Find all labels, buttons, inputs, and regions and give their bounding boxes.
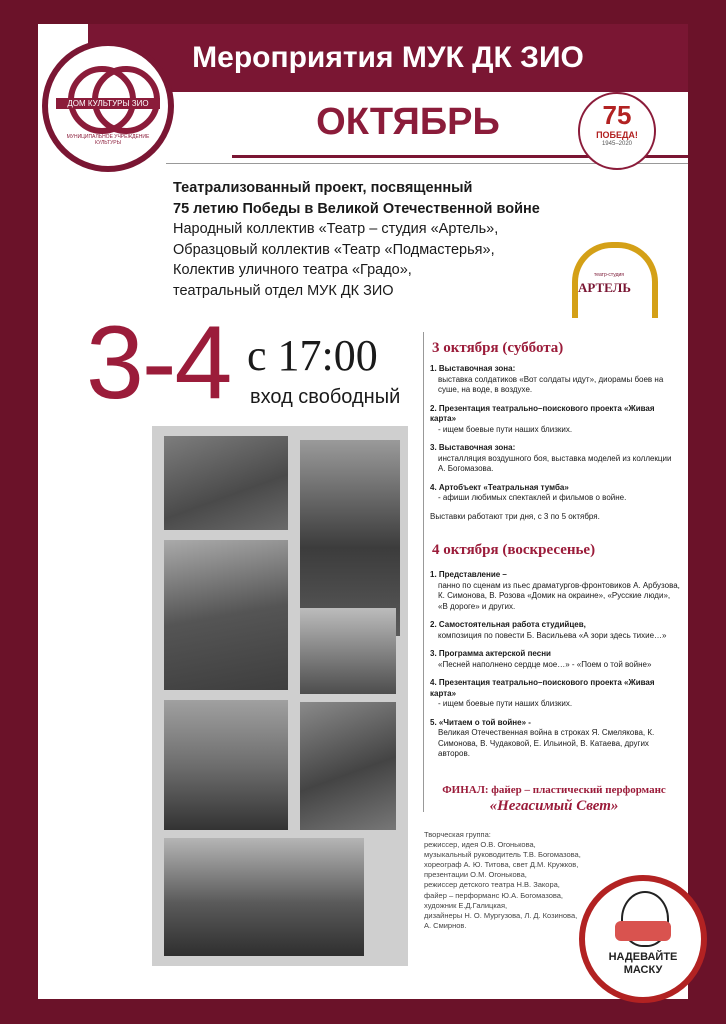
photo-actors-reading bbox=[164, 436, 288, 530]
mask-line: НАДЕВАЙТЕ bbox=[608, 951, 678, 963]
item-desc: композиция по повести Б. Васильева «А зори здесь тихие…» bbox=[438, 630, 667, 640]
mask-reminder-badge bbox=[579, 875, 707, 1003]
intro-line: Образцовый коллектив «Театр «Подмастерья», bbox=[173, 241, 495, 258]
item-heading: 2. Презентация театрально–поискового проекта «Живая карта» bbox=[430, 403, 655, 423]
dk-zio-logo bbox=[42, 40, 174, 172]
photo-soldiers-trunk bbox=[164, 540, 288, 690]
team-line: файер – перформанс Ю.А. Богомазова, bbox=[424, 890, 564, 900]
team-line: А. Смирнов. bbox=[424, 920, 467, 930]
schedule-item bbox=[430, 718, 680, 760]
item-desc: инсталляция воздушного боя, выставка моделей из коллекции А. Богомазова. bbox=[438, 453, 672, 473]
schedule-item bbox=[430, 443, 680, 475]
item-heading: 3. Программа актерской песни bbox=[430, 649, 551, 658]
logo-subtext: МУНИЦИПАЛЬНОЕ УЧРЕЖДЕНИЕ КУЛЬТУРЫ bbox=[66, 134, 150, 146]
item-desc: панно по сценам из пьес драматургов-фронтовиков А. Арбузова, К. Симонова, В. Розова «Домик на окраине», «Русские люди», «В дороге» и других. bbox=[438, 580, 680, 611]
day1-schedule bbox=[430, 364, 680, 522]
item-desc: «Песней наполнено сердце мое…» - «Поем о той войне» bbox=[438, 659, 652, 669]
emblem-label: ПОБЕДА! bbox=[596, 130, 638, 140]
team-line: художник Е.Д.Галицкая, bbox=[424, 900, 508, 910]
day1-title: 3 октября (суббота) bbox=[432, 340, 564, 356]
schedule-item bbox=[430, 404, 680, 436]
photo-soldier-girl bbox=[300, 608, 396, 694]
team-line: музыкальный руководитель Т.В. Богомазова, bbox=[424, 850, 581, 860]
item-heading: 2. Самостоятельная работа студийцев, bbox=[430, 620, 586, 629]
photo-memorial-group bbox=[164, 838, 364, 956]
final-caption: ФИНАЛ: файер – пластический перформанс bbox=[442, 784, 666, 796]
team-line: дизайнеры Н. О. Мургузова, Л. Д. Козинова, bbox=[424, 910, 578, 920]
emblem-years: 1945–2020 bbox=[601, 141, 633, 147]
item-desc: Великая Отечественная война в строках Я. Смелякова, К. Симонова, В. Чудаковой, Е. Ильиной, В. Катаева, других авторов. bbox=[438, 728, 655, 758]
artel-subtitle: театр-студия bbox=[594, 272, 625, 278]
photo-collage bbox=[152, 426, 408, 966]
item-heading: 3. Выставочная зона: bbox=[430, 443, 516, 452]
emblem-number: 75 bbox=[602, 100, 632, 130]
event-time: с 17:00 bbox=[247, 331, 378, 380]
item-heading: 1. Выставочная зона: bbox=[430, 364, 516, 373]
schedule-item bbox=[430, 620, 680, 641]
mask-line: МАСКУ bbox=[623, 964, 663, 976]
face-mask-icon bbox=[615, 921, 671, 941]
entry-note: вход свободный bbox=[250, 386, 401, 408]
final-title: «Негасимый Свет» bbox=[489, 798, 619, 814]
photo-actress-tree bbox=[300, 440, 400, 636]
photo-tank-building bbox=[164, 700, 288, 830]
photo-veteran-actor bbox=[300, 702, 396, 830]
page-title: Мероприятия МУК ДК ЗИО bbox=[192, 41, 584, 74]
schedule-item bbox=[430, 570, 680, 612]
day2-schedule bbox=[430, 570, 680, 768]
intro-line: 75 летию Победы в Великой Отечественной войне bbox=[173, 200, 540, 217]
item-heading: 4. Презентация театрально–поискового проекта «Живая карта» bbox=[430, 678, 655, 698]
item-heading: 5. «Читаем о той войне» - bbox=[430, 717, 531, 727]
intro-line: театральный отдел МУК ДК ЗИО bbox=[173, 282, 394, 299]
creative-team bbox=[424, 830, 594, 931]
logo-text: ДОМ КУЛЬТУРЫ ЗИО bbox=[56, 98, 160, 109]
event-dates: 3-4 bbox=[86, 305, 231, 421]
item-heading: 1. Представление – bbox=[430, 570, 507, 579]
intro-text bbox=[173, 178, 593, 301]
team-line: режиссер, идея О.В. Огонькова, bbox=[424, 840, 536, 850]
team-line: хореограф А. Ю. Титова, свет Д.М. Кружков, bbox=[424, 860, 579, 870]
artel-name: АРТЕЛЬ bbox=[578, 280, 631, 295]
mask-reminder-text bbox=[585, 951, 701, 977]
schedule-item bbox=[430, 483, 680, 504]
month-title: ОКТЯБРЬ bbox=[316, 101, 500, 143]
item-desc: - афиши любимых спектаклей и фильмов о войне. bbox=[438, 493, 627, 502]
intro-line: Народный коллектив «Театр – студия «Артель», bbox=[173, 221, 499, 237]
intro-line: Колектив уличного театра «Градо», bbox=[173, 262, 412, 278]
schedule-item bbox=[430, 678, 680, 710]
victory-75-emblem bbox=[578, 92, 656, 170]
team-line: режиссер детского театра Н.В. Закора, bbox=[424, 880, 560, 890]
intro-line: Театрализованный проект, посвященный bbox=[173, 180, 473, 196]
team-line: презентации О.М. Огонькова, bbox=[424, 870, 527, 880]
team-line: Творческая группа: bbox=[424, 830, 491, 839]
item-desc: - ищем боевые пути наших близких. bbox=[438, 699, 573, 708]
item-heading: 4. Артобъект «Театральная тумба» bbox=[430, 482, 569, 492]
artel-logo bbox=[566, 236, 658, 310]
column-divider bbox=[423, 332, 424, 812]
day2-title: 4 октября (воскресенье) bbox=[432, 542, 596, 558]
schedule-item bbox=[430, 649, 680, 670]
item-desc: - ищем боевые пути наших близких. bbox=[438, 424, 573, 434]
item-desc: выставка солдатиков «Вот солдаты идут», диорамы боев на суше, на воде, в воздухе. bbox=[438, 374, 664, 394]
schedule-item bbox=[430, 364, 680, 396]
exhibition-note: Выставки работают три дня, с 3 по 5 октября. bbox=[430, 511, 600, 521]
